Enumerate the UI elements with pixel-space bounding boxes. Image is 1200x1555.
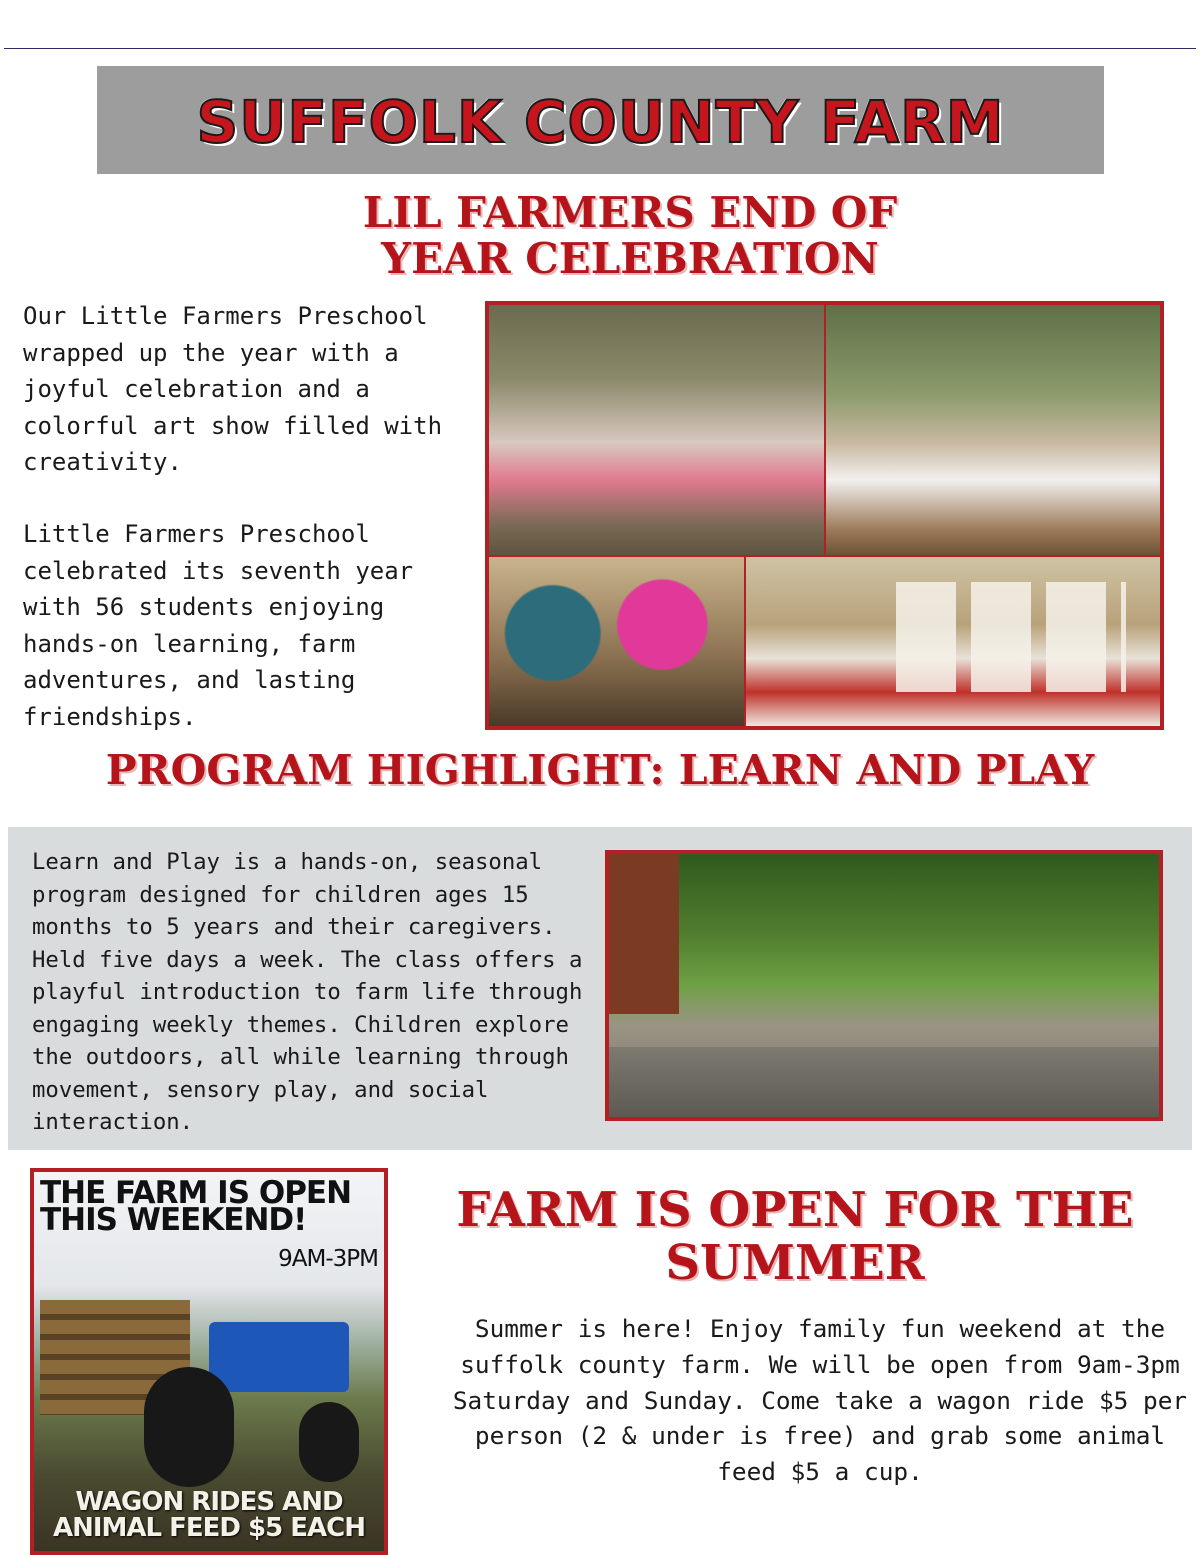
tractor-graphic [209,1322,349,1392]
poster-footer [34,1489,384,1541]
summer-heading [425,1184,1165,1290]
summer-heading-line1: FARM IS OPEN FOR THE [456,1182,1134,1238]
farm-open-poster [30,1168,388,1555]
lil-farmers-heading-line2: YEAR CELEBRATION [381,234,879,284]
poster-hours: 9AM-3PM [278,1246,378,1272]
poster-footer-line2: ANIMAL FEED $5 EACH [52,1513,366,1543]
lil-farmers-paragraph-1: Our Little Farmers Preschool wrapped up the year with a joyful celebration and a colorful art show filled with creativity. [23,302,443,476]
masthead-title: SUFFOLK COUNTY FARM [196,88,1005,156]
group-photo [489,305,824,555]
summer-paragraph: Summer is here! Enjoy family fun weekend at the suffolk county farm. We will be open from 9am-3pm Saturday and Sunday. Come take a wagon ride $5 per person (2 & under is free) and grab some animal feed $5 a cup. [452,1314,1188,1487]
learn-and-play-photo [605,850,1163,1121]
child-celebration-photo [826,305,1160,555]
program-highlight-heading: PROGRAM HIGHLIGHT: LEARN AND PLAY [105,746,1095,794]
summer-heading-line2: SUMMER [665,1234,925,1291]
poster-headline [40,1175,380,1238]
poster-footer-line1: WAGON RIDES AND [75,1487,343,1517]
learn-and-play-paragraph: Learn and Play is a hands-on, seasonal program designed for children ages 15 months to 5 years and their caregivers. Held five days a week. The class offers a playful introduction to farm life through engaging weekly themes. Children explore the outdoors, all while learning through movement, sensory play, and social interaction. [32,849,583,1135]
art-show-photo [746,557,1160,726]
lil-farmers-heading [300,190,960,282]
tractor-front-wheel [299,1402,359,1482]
celebration-photo-collage [485,301,1164,730]
tractor-rear-wheel [144,1367,234,1487]
lil-farmers-paragraph-2: Little Farmers Preschool celebrated its seventh year with 56 students enjoying hands-on learning, farm adventures, and lasting friendships. [23,520,414,731]
painted-eggs-photo [489,557,744,726]
top-divider [4,48,1196,49]
poster-headline-line1: THE FARM IS OPEN [40,1175,352,1211]
masthead-banner [97,66,1104,174]
lil-farmers-heading-line1: LIL FARMERS END OF [362,188,898,237]
poster-headline-line2: THIS WEEKEND! [40,1202,307,1238]
